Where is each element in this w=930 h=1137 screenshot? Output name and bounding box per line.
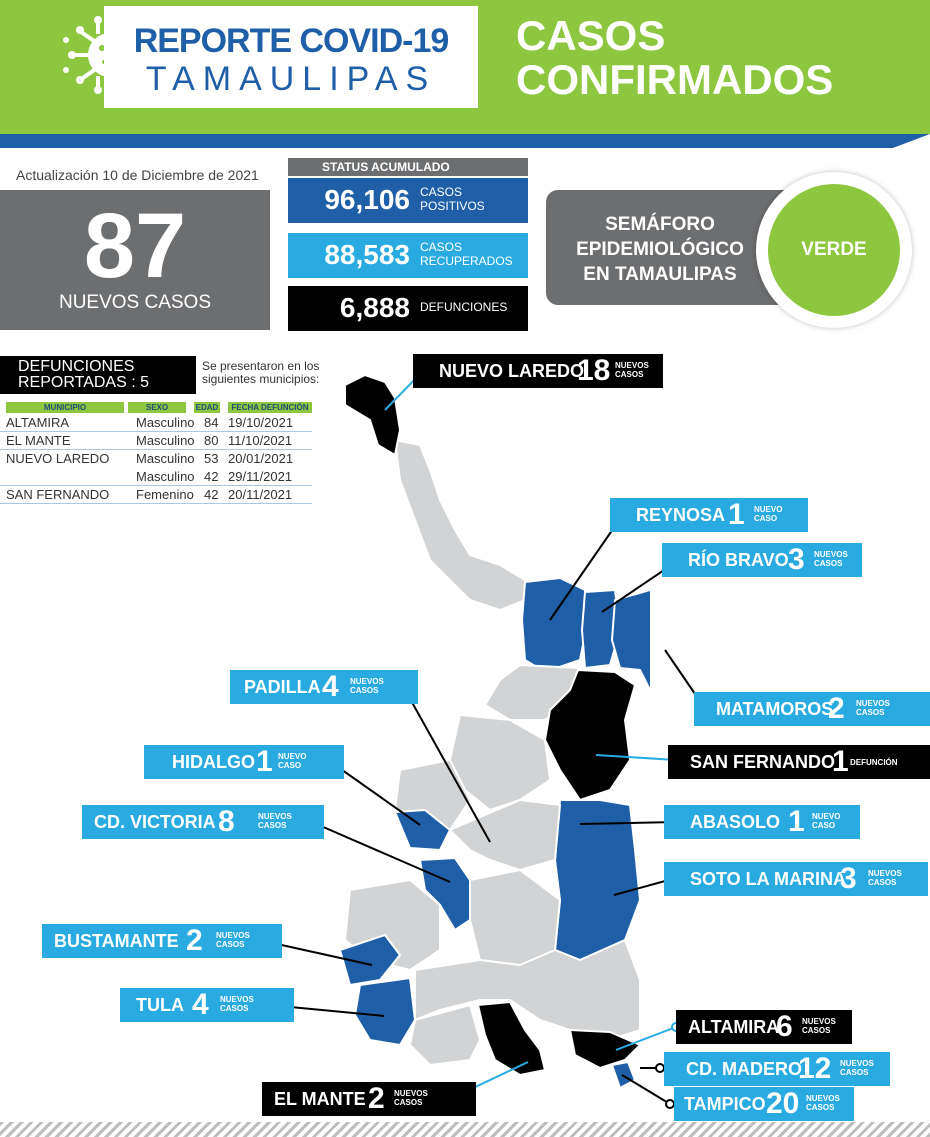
status-defunciones: 6,888 DEFUNCIONES [288,286,528,331]
label-rio-bravo: RÍO BRAVO 3 NUEVOS CASOS [662,543,862,577]
table-row: ALTAMIRA Masculino 84 19/10/2021 [0,414,312,432]
update-date: Actualización 10 de Diciembre de 2021 [16,167,259,183]
report-title: REPORTE COVID-19 [133,22,449,60]
table-row: SAN FERNANDO Femenino 42 20/11/2021 [0,486,312,504]
table-row: EL MANTE Masculino 80 11/10/2021 [0,432,312,450]
column-header: SEXO [128,402,186,413]
semaforo-label: SEMÁFORO EPIDEMIOLÓGICO EN TAMAULIPAS [576,214,744,285]
table-row: NUEVO LAREDO Masculino 53 20/01/2021 [6,451,294,466]
bottom-hatch [0,1122,930,1137]
report-subtitle: TAMAULIPAS [145,60,437,98]
label-padilla: PADILLA 4 NUEVOS CASOS [230,670,418,704]
label-san-fernando: SAN FERNANDO 1 DEFUNCIÓN [668,745,930,779]
label-tula: TULA 4 NUEVOS CASOS [120,988,294,1022]
label-hidalgo: HIDALGO 1 NUEVO CASO [144,745,344,779]
column-header: MUNICIPIO [6,402,124,413]
defunciones-title: DEFUNCIONES REPORTADAS : 5 [0,356,196,394]
defunciones-note: Se presentaron en los siguientes municipios: [202,359,320,386]
new-cases-label: NUEVOS CASOS [58,292,212,313]
new-cases-box [0,190,270,330]
status-header: STATUS ACUMULADO [288,158,528,176]
status-recuperados: 88,583 CASOS RECUPERADOS [288,233,528,278]
label-tampico: TAMPICO 20 NUEVOS CASOS [674,1087,854,1121]
column-header: EDAD [195,403,219,412]
label-nuevo-laredo: NUEVO LAREDO 18 NUEVOS CASOS [413,354,663,388]
new-cases-count: 87 [83,195,187,297]
section-title: CASOS CONFIRMADOS [516,12,834,103]
label-reynosa: REYNOSA 1 NUEVO CASO [610,498,808,532]
label-altamira: ALTAMIRA 6 NUEVOS CASOS [676,1010,852,1044]
label-matamoros: MATAMOROS 2 NUEVOS CASOS [694,692,930,726]
label-soto-la-marina: SOTO LA MARINA 3 NUEVOS CASOS [664,862,928,896]
report-title-box [104,6,478,108]
virus-icon [58,16,110,94]
header-stripe [0,134,930,148]
column-header: FECHA DEFUNCIÓN [228,402,312,413]
table-row: Masculino 42 29/11/2021 [0,468,312,486]
label-bustamante: BUSTAMANTE 2 NUEVOS CASOS [42,924,282,958]
label-el-mante: EL MANTE 2 NUEVOS CASOS [262,1082,476,1116]
label-cd-victoria: CD. VICTORIA 8 NUEVOS CASOS [82,805,324,839]
label-abasolo: ABASOLO 1 NUEVO CASO [664,805,860,839]
tamaulipas-map [330,360,650,1090]
label-cd-madero: CD. MADERO 12 NUEVOS CASOS [664,1052,890,1086]
status-positivos: 96,106 CASOS POSITIVOS [288,178,528,223]
semaforo-status: VERDE [768,184,900,316]
